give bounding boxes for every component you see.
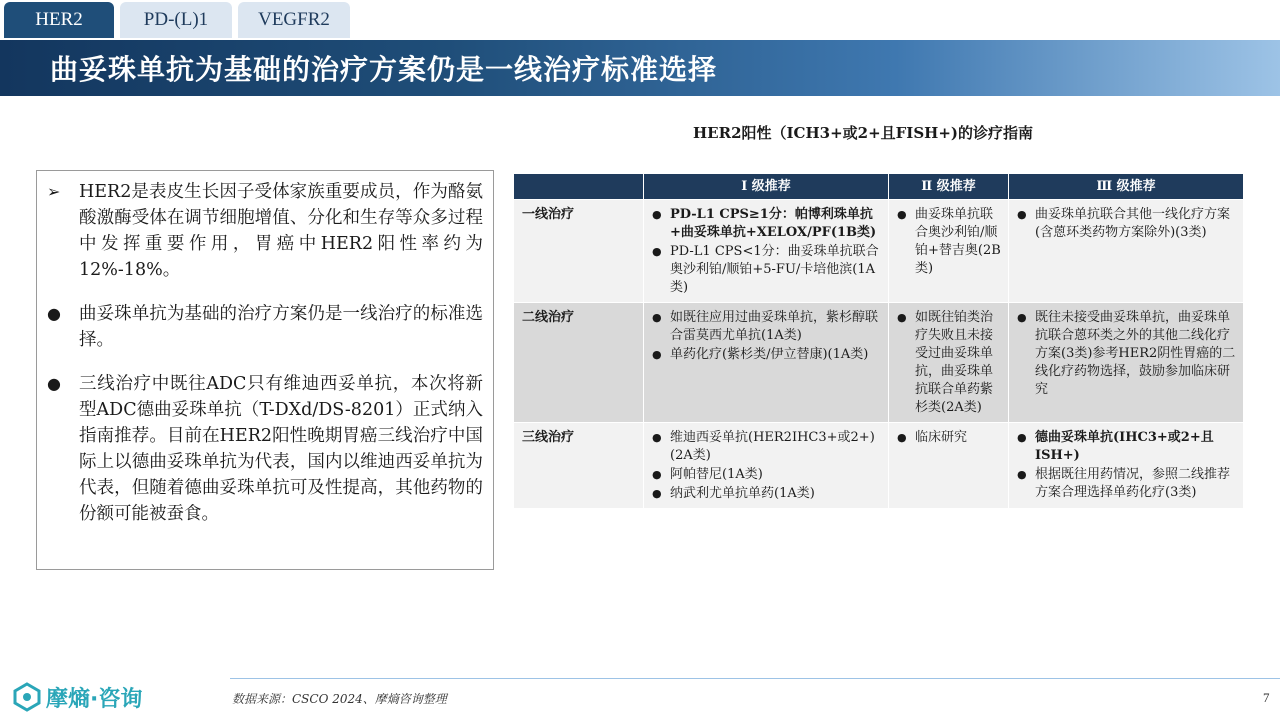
list-item: ● PD-L1 CPS<1分：曲妥珠单抗联合奥沙利铂/顺铂+5-FU/卡培他滨(1A类) [652,243,882,297]
header-level-3: Ⅲ 级推荐 [1009,174,1244,200]
footer-divider [230,678,1280,679]
level-1-cell [644,200,889,303]
dot-bullet-icon: ● [47,304,61,323]
dot-bullet-icon: ● [47,374,61,393]
table-row [514,200,1244,303]
table-row [514,303,1244,423]
list-item: ● 曲妥珠单抗联合奥沙利铂/顺铂+替吉奥(2B类) [897,206,1002,278]
title-banner [0,40,1280,96]
row-label: 三线治疗 [514,423,644,509]
data-source: 数据来源：CSCO 2024、摩熵咨询整理 [232,692,447,706]
level-3-cell [1009,303,1244,423]
list-item: ● PD-L1 CPS≥1分：帕博利珠单抗+曲妥珠单抗+XELOX/PF(1B类) [652,206,882,242]
row-label: 一线治疗 [514,200,644,303]
guideline-table [514,174,1244,508]
tab-bar [0,0,1280,40]
summary-point-3 [47,371,483,527]
list-item: ● 曲妥珠单抗联合其他一线化疗方案(含蒽环类药物方案除外)(3类) [1017,206,1237,242]
list-item: ● 既往未接受曲妥珠单抗，曲妥珠单抗联合蒽环类之外的其他二线化疗方案(3类)参考HER2阴性胃癌的二线化疗药物选择，鼓励参加临床研究 [1017,309,1237,399]
list-item: ● 单药化疗(紫杉类/伊立替康)(1A类) [652,346,882,364]
level-1-cell [644,303,889,423]
list-item: ● 根据既往用药情况，参照二线推荐方案合理选择单药化疗(3类) [1017,466,1237,502]
tab-pd-l1[interactable]: PD-(L)1 [120,2,232,38]
summary-text-2: 曲妥珠单抗为基础的治疗方案仍是一线治疗的标准选择。 [79,304,483,350]
page-title: 曲妥珠单抗为基础的治疗方案仍是一线治疗标准选择 [50,53,718,86]
list-item: ● 如既往铂类治疗失败且未接受过曲妥珠单抗，曲妥珠单抗联合单药紫杉类(2A类) [897,309,1002,417]
level-2-cell [889,200,1009,303]
row-label: 二线治疗 [514,303,644,423]
summary-text-3: 三线治疗中既往ADC只有维迪西妥单抗，本次将新型ADC德曲妥珠单抗（T-DXd/DS-8201）正式纳入指南推荐。目前在HER2阳性晚期胃癌三线治疗中国际上以德曲妥珠单抗为代表，国内以维迪西妥单抗为代表，但随着德曲妥珠单抗可及性提高，其他药物的份额可能被蚕食。 [79,374,483,524]
header-level-2: Ⅱ 级推荐 [889,174,1009,200]
summary-box [36,170,494,570]
summary-point-2 [47,301,483,353]
level-1-cell [644,423,889,509]
header-empty [514,174,644,200]
level-2-cell [889,423,1009,509]
list-item: ● 临床研究 [897,429,1002,447]
summary-text-1: HER2是表皮生长因子受体家族重要成员，作为酪氨酸激酶受体在调节细胞增值、分化和生存等众多过程中发挥重要作用，胃癌中HER2阳性率约为12%-18%。 [79,182,483,280]
summary-point-1 [47,179,483,283]
company-logo [12,680,142,714]
level-3-cell [1009,200,1244,303]
header-level-1: Ⅰ 级推荐 [644,174,889,200]
logo-icon [12,682,42,712]
level-3-cell [1009,423,1244,509]
level-2-cell [889,303,1009,423]
list-item: ● 维迪西妥单抗(HER2IHC3+或2+)(2A类) [652,429,882,465]
page-number: 7 [1263,690,1270,705]
table-header-row [514,174,1244,200]
table-row [514,423,1244,509]
list-item: ● 纳武利尤单抗单药(1A类) [652,485,882,503]
arrow-bullet-icon: ➢ [47,182,61,201]
list-item: ● 德曲妥珠单抗(IHC3+或2+且ISH+) [1017,429,1237,465]
table-title: HER2阳性（ICH3+或2+且FISH+)的诊疗指南 [693,124,1033,142]
list-item: ● 如既往应用过曲妥珠单抗，紫杉醇联合雷莫西尤单抗(1A类) [652,309,882,345]
tab-her2[interactable]: HER2 [4,2,114,38]
logo-text: 摩熵·咨询 [46,686,143,712]
list-item: ● 阿帕替尼(1A类) [652,466,882,484]
tab-vegfr2[interactable]: VEGFR2 [238,2,350,38]
